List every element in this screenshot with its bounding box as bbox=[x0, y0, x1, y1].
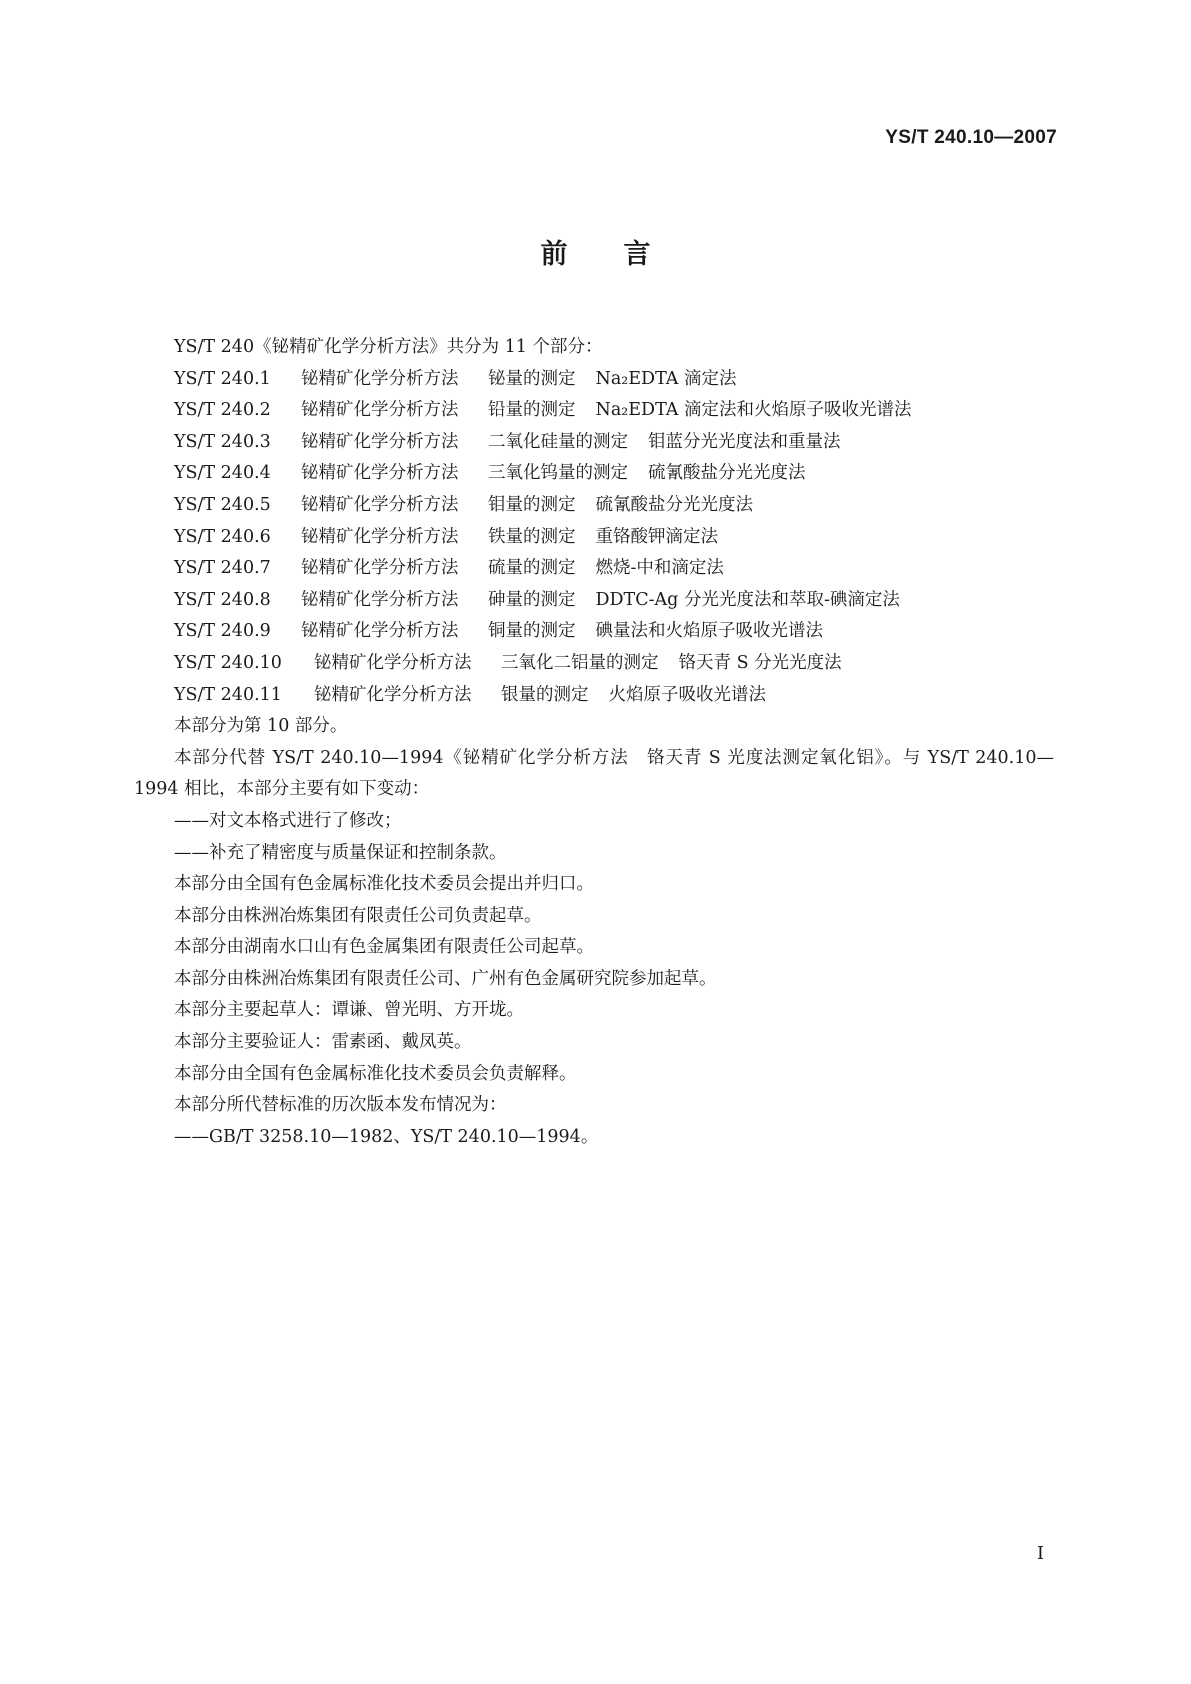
part-item: 铅量的测定 bbox=[488, 400, 576, 421]
proposed-by-paragraph: 本部分由全国有色金属标准化技术委员会提出并归口。 bbox=[174, 874, 594, 895]
part-item: 硫量的测定 bbox=[488, 558, 576, 579]
foreword-body bbox=[134, 332, 1054, 1153]
part-title: 铋精矿化学分析方法 bbox=[314, 684, 472, 705]
part-title: 铋精矿化学分析方法 bbox=[301, 368, 459, 389]
part-code: YS/T 240.8 bbox=[174, 589, 271, 610]
part-row bbox=[134, 585, 1054, 617]
part-method: 重铬酸钾滴定法 bbox=[595, 526, 718, 547]
part-method: 碘量法和火焰原子吸收光谱法 bbox=[595, 621, 823, 642]
part-row bbox=[134, 648, 1054, 680]
drafted-responsible-paragraph: 本部分由株洲冶炼集团有限责任公司负责起草。 bbox=[174, 905, 542, 926]
part-row bbox=[134, 553, 1054, 585]
drafted-by-paragraph: 本部分由湖南水口山有色金属集团有限责任公司起草。 bbox=[174, 937, 594, 958]
part-item: 铜量的测定 bbox=[488, 621, 576, 642]
part-method: DDTC-Ag 分光光度法和萃取-碘滴定法 bbox=[595, 589, 900, 610]
part-item: 铋量的测定 bbox=[488, 368, 576, 389]
part-code: YS/T 240.1 bbox=[174, 368, 271, 389]
part-item: 三氧化钨量的测定 bbox=[488, 463, 628, 484]
part-item: 二氧化硅量的测定 bbox=[488, 431, 628, 452]
part-title: 铋精矿化学分析方法 bbox=[301, 589, 459, 610]
part-row bbox=[134, 522, 1054, 554]
participated-paragraph: 本部分由株洲冶炼集团有限责任公司、广州有色金属研究院参加起草。 bbox=[174, 968, 717, 989]
interpretation-paragraph: 本部分由全国有色金属标准化技术委员会负责解释。 bbox=[174, 1063, 577, 1084]
part-method: 铬天青 S 分光光度法 bbox=[678, 652, 842, 673]
page-number: I bbox=[1036, 1543, 1044, 1564]
part-row bbox=[134, 490, 1054, 522]
part-title: 铋精矿化学分析方法 bbox=[301, 526, 459, 547]
main-drafters-paragraph: 本部分主要起草人：谭谦、曾光明、方开垅。 bbox=[174, 1000, 524, 1021]
part-method: 火焰原子吸收光谱法 bbox=[608, 684, 766, 705]
part-code: YS/T 240.5 bbox=[174, 494, 271, 515]
part-title: 铋精矿化学分析方法 bbox=[301, 621, 459, 642]
part-title: 铋精矿化学分析方法 bbox=[301, 494, 459, 515]
part-code: YS/T 240.6 bbox=[174, 526, 271, 547]
parts-list bbox=[134, 364, 1054, 712]
standard-code: YS/T 240.10—2007 bbox=[885, 127, 1057, 148]
page-title: 前言 bbox=[540, 239, 707, 270]
part-method: 硫氰酸盐分光光度法 bbox=[595, 494, 753, 515]
change-item: ——对文本格式进行了修改； bbox=[174, 810, 402, 831]
part-item: 砷量的测定 bbox=[488, 589, 576, 610]
part-method: 燃烧-中和滴定法 bbox=[595, 558, 724, 579]
main-verifiers-paragraph: 本部分主要验证人：雷素函、戴凤英。 bbox=[174, 1032, 472, 1053]
part-code: YS/T 240.10 bbox=[174, 652, 282, 673]
this-part-paragraph: 本部分为第 10 部分。 bbox=[174, 716, 348, 737]
part-item: 三氧化二铝量的测定 bbox=[501, 652, 659, 673]
part-row bbox=[134, 395, 1054, 427]
part-row bbox=[134, 458, 1054, 490]
part-title: 铋精矿化学分析方法 bbox=[301, 400, 459, 421]
part-item: 铁量的测定 bbox=[488, 526, 576, 547]
part-code: YS/T 240.4 bbox=[174, 463, 271, 484]
part-row bbox=[134, 427, 1054, 459]
part-method: Na₂EDTA 滴定法 bbox=[595, 368, 737, 389]
part-title: 铋精矿化学分析方法 bbox=[314, 652, 472, 673]
part-code: YS/T 240.11 bbox=[174, 684, 282, 705]
part-item: 银量的测定 bbox=[501, 684, 589, 705]
part-code: YS/T 240.9 bbox=[174, 621, 271, 642]
part-row bbox=[134, 616, 1054, 648]
part-title: 铋精矿化学分析方法 bbox=[301, 463, 459, 484]
history-intro-paragraph: 本部分所代替标准的历次版本发布情况为： bbox=[174, 1095, 507, 1116]
history-item: ——GB/T 3258.10—1982、YS/T 240.10—1994。 bbox=[174, 1126, 599, 1147]
part-row bbox=[134, 680, 1054, 712]
part-method: 硫氰酸盐分光光度法 bbox=[648, 463, 806, 484]
part-method: 钼蓝分光光度法和重量法 bbox=[648, 431, 841, 452]
change-item: ——补充了精密度与质量保证和控制条款。 bbox=[174, 842, 507, 863]
part-title: 铋精矿化学分析方法 bbox=[301, 431, 459, 452]
part-title: 铋精矿化学分析方法 bbox=[301, 558, 459, 579]
part-row bbox=[134, 364, 1054, 396]
part-code: YS/T 240.7 bbox=[174, 558, 271, 579]
part-method: Na₂EDTA 滴定法和火焰原子吸收光谱法 bbox=[595, 400, 912, 421]
replaces-paragraph: 本部分代替 YS/T 240.10—1994《铋精矿化学分析方法 铬天青 S 光度法测定氧化铝》。与 YS/T 240.10—1994 相比，本部分主要有如下变动： bbox=[134, 747, 1054, 800]
part-code: YS/T 240.3 bbox=[174, 431, 271, 452]
intro-paragraph: YS/T 240《铋精矿化学分析方法》共分为 11 个部分： bbox=[174, 337, 603, 357]
part-item: 钼量的测定 bbox=[488, 494, 576, 515]
part-code: YS/T 240.2 bbox=[174, 400, 271, 421]
